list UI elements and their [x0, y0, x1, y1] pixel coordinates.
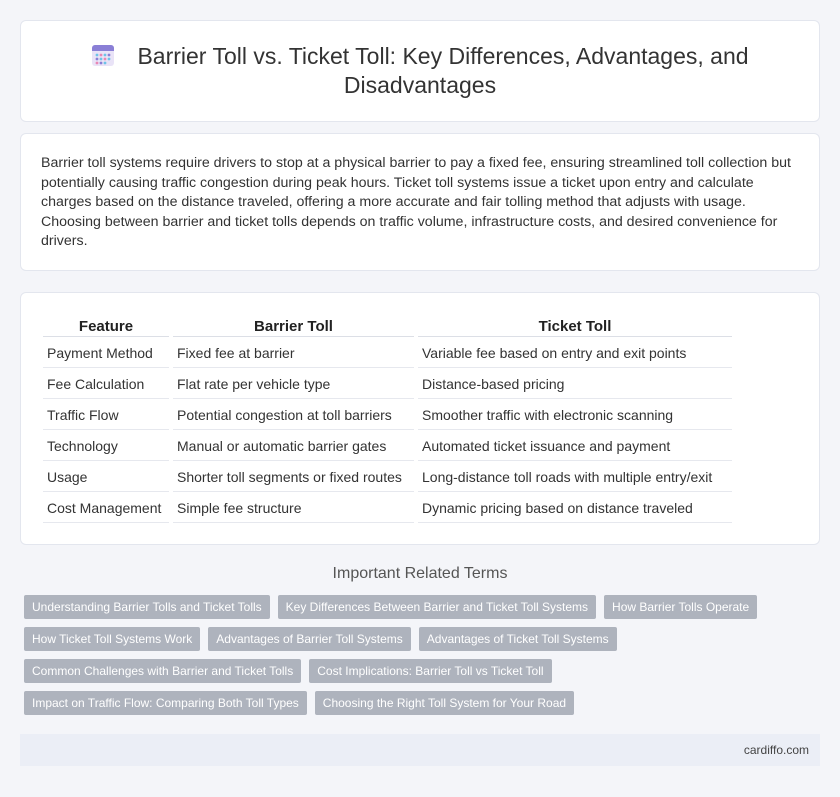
comparison-table — [39, 313, 736, 525]
cell-ticket: Smoother traffic with electronic scanning — [418, 401, 732, 430]
cell-feature: Traffic Flow — [43, 401, 169, 430]
table-row — [43, 494, 732, 523]
term-link[interactable]: Impact on Traffic Flow: Comparing Both Toll Types — [24, 691, 307, 715]
cell-ticket: Distance-based pricing — [418, 370, 732, 399]
cell-barrier: Simple fee structure — [173, 494, 414, 523]
related-terms-list — [20, 595, 820, 723]
table-row — [43, 401, 732, 430]
page-title-text: Barrier Toll vs. Ticket Toll: Key Differences, Advantages, and Disadvantages — [137, 43, 749, 98]
related-terms-section — [20, 565, 820, 723]
term-link[interactable]: Key Differences Between Barrier and Ticket Toll Systems — [278, 595, 596, 619]
term-link[interactable]: Common Challenges with Barrier and Ticket Tolls — [24, 659, 301, 683]
cell-feature: Usage — [43, 463, 169, 492]
table-row — [43, 339, 732, 368]
header-barrier-toll: Barrier Toll — [173, 315, 414, 337]
related-terms-heading: Important Related Terms — [332, 565, 508, 582]
header-card — [20, 20, 820, 122]
comparison-table-card — [20, 292, 820, 545]
page-title — [61, 42, 779, 100]
table-header-row — [43, 315, 732, 337]
cell-feature: Technology — [43, 432, 169, 461]
footer — [20, 734, 820, 766]
calendar-icon — [91, 43, 115, 67]
cell-feature: Payment Method — [43, 339, 169, 368]
term-link[interactable]: How Barrier Tolls Operate — [604, 595, 757, 619]
header-ticket-toll: Ticket Toll — [418, 315, 732, 337]
term-link[interactable]: How Ticket Toll Systems Work — [24, 627, 200, 651]
header-feature: Feature — [43, 315, 169, 337]
cell-barrier: Fixed fee at barrier — [173, 339, 414, 368]
intro-card — [20, 133, 820, 271]
term-link[interactable]: Understanding Barrier Tolls and Ticket Tolls — [24, 595, 270, 619]
cell-barrier: Potential congestion at toll barriers — [173, 401, 414, 430]
term-link[interactable]: Advantages of Barrier Toll Systems — [208, 627, 411, 651]
intro-paragraph: Barrier toll systems require drivers to stop at a physical barrier to pay a fixed fee, ensuring streamlined toll collection but potentially causing traffic congestion during peak hours. Ticket toll systems issue a ticket upon entry and calculate charges based on the distance traveled, offering a more accurate and fair tolling method that adjusts with usage. Choosing between barrier and ticket tolls depends on traffic volume, infrastructure costs, and desired convenience for drivers. — [41, 155, 791, 249]
cell-barrier: Manual or automatic barrier gates — [173, 432, 414, 461]
cell-ticket: Dynamic pricing based on distance traveled — [418, 494, 732, 523]
table-row — [43, 463, 732, 492]
term-link[interactable]: Cost Implications: Barrier Toll vs Ticket Toll — [309, 659, 551, 683]
cell-ticket: Variable fee based on entry and exit points — [418, 339, 732, 368]
cell-ticket: Automated ticket issuance and payment — [418, 432, 732, 461]
table-row — [43, 432, 732, 461]
term-link[interactable]: Choosing the Right Toll System for Your Road — [315, 691, 574, 715]
cell-barrier: Flat rate per vehicle type — [173, 370, 414, 399]
term-link[interactable]: Advantages of Ticket Toll Systems — [419, 627, 617, 651]
cell-barrier: Shorter toll segments or fixed routes — [173, 463, 414, 492]
cell-feature: Fee Calculation — [43, 370, 169, 399]
footer-site-link[interactable]: cardiffo.com — [743, 743, 809, 757]
cell-ticket: Long-distance toll roads with multiple entry/exit — [418, 463, 732, 492]
table-row — [43, 370, 732, 399]
cell-feature: Cost Management — [43, 494, 169, 523]
